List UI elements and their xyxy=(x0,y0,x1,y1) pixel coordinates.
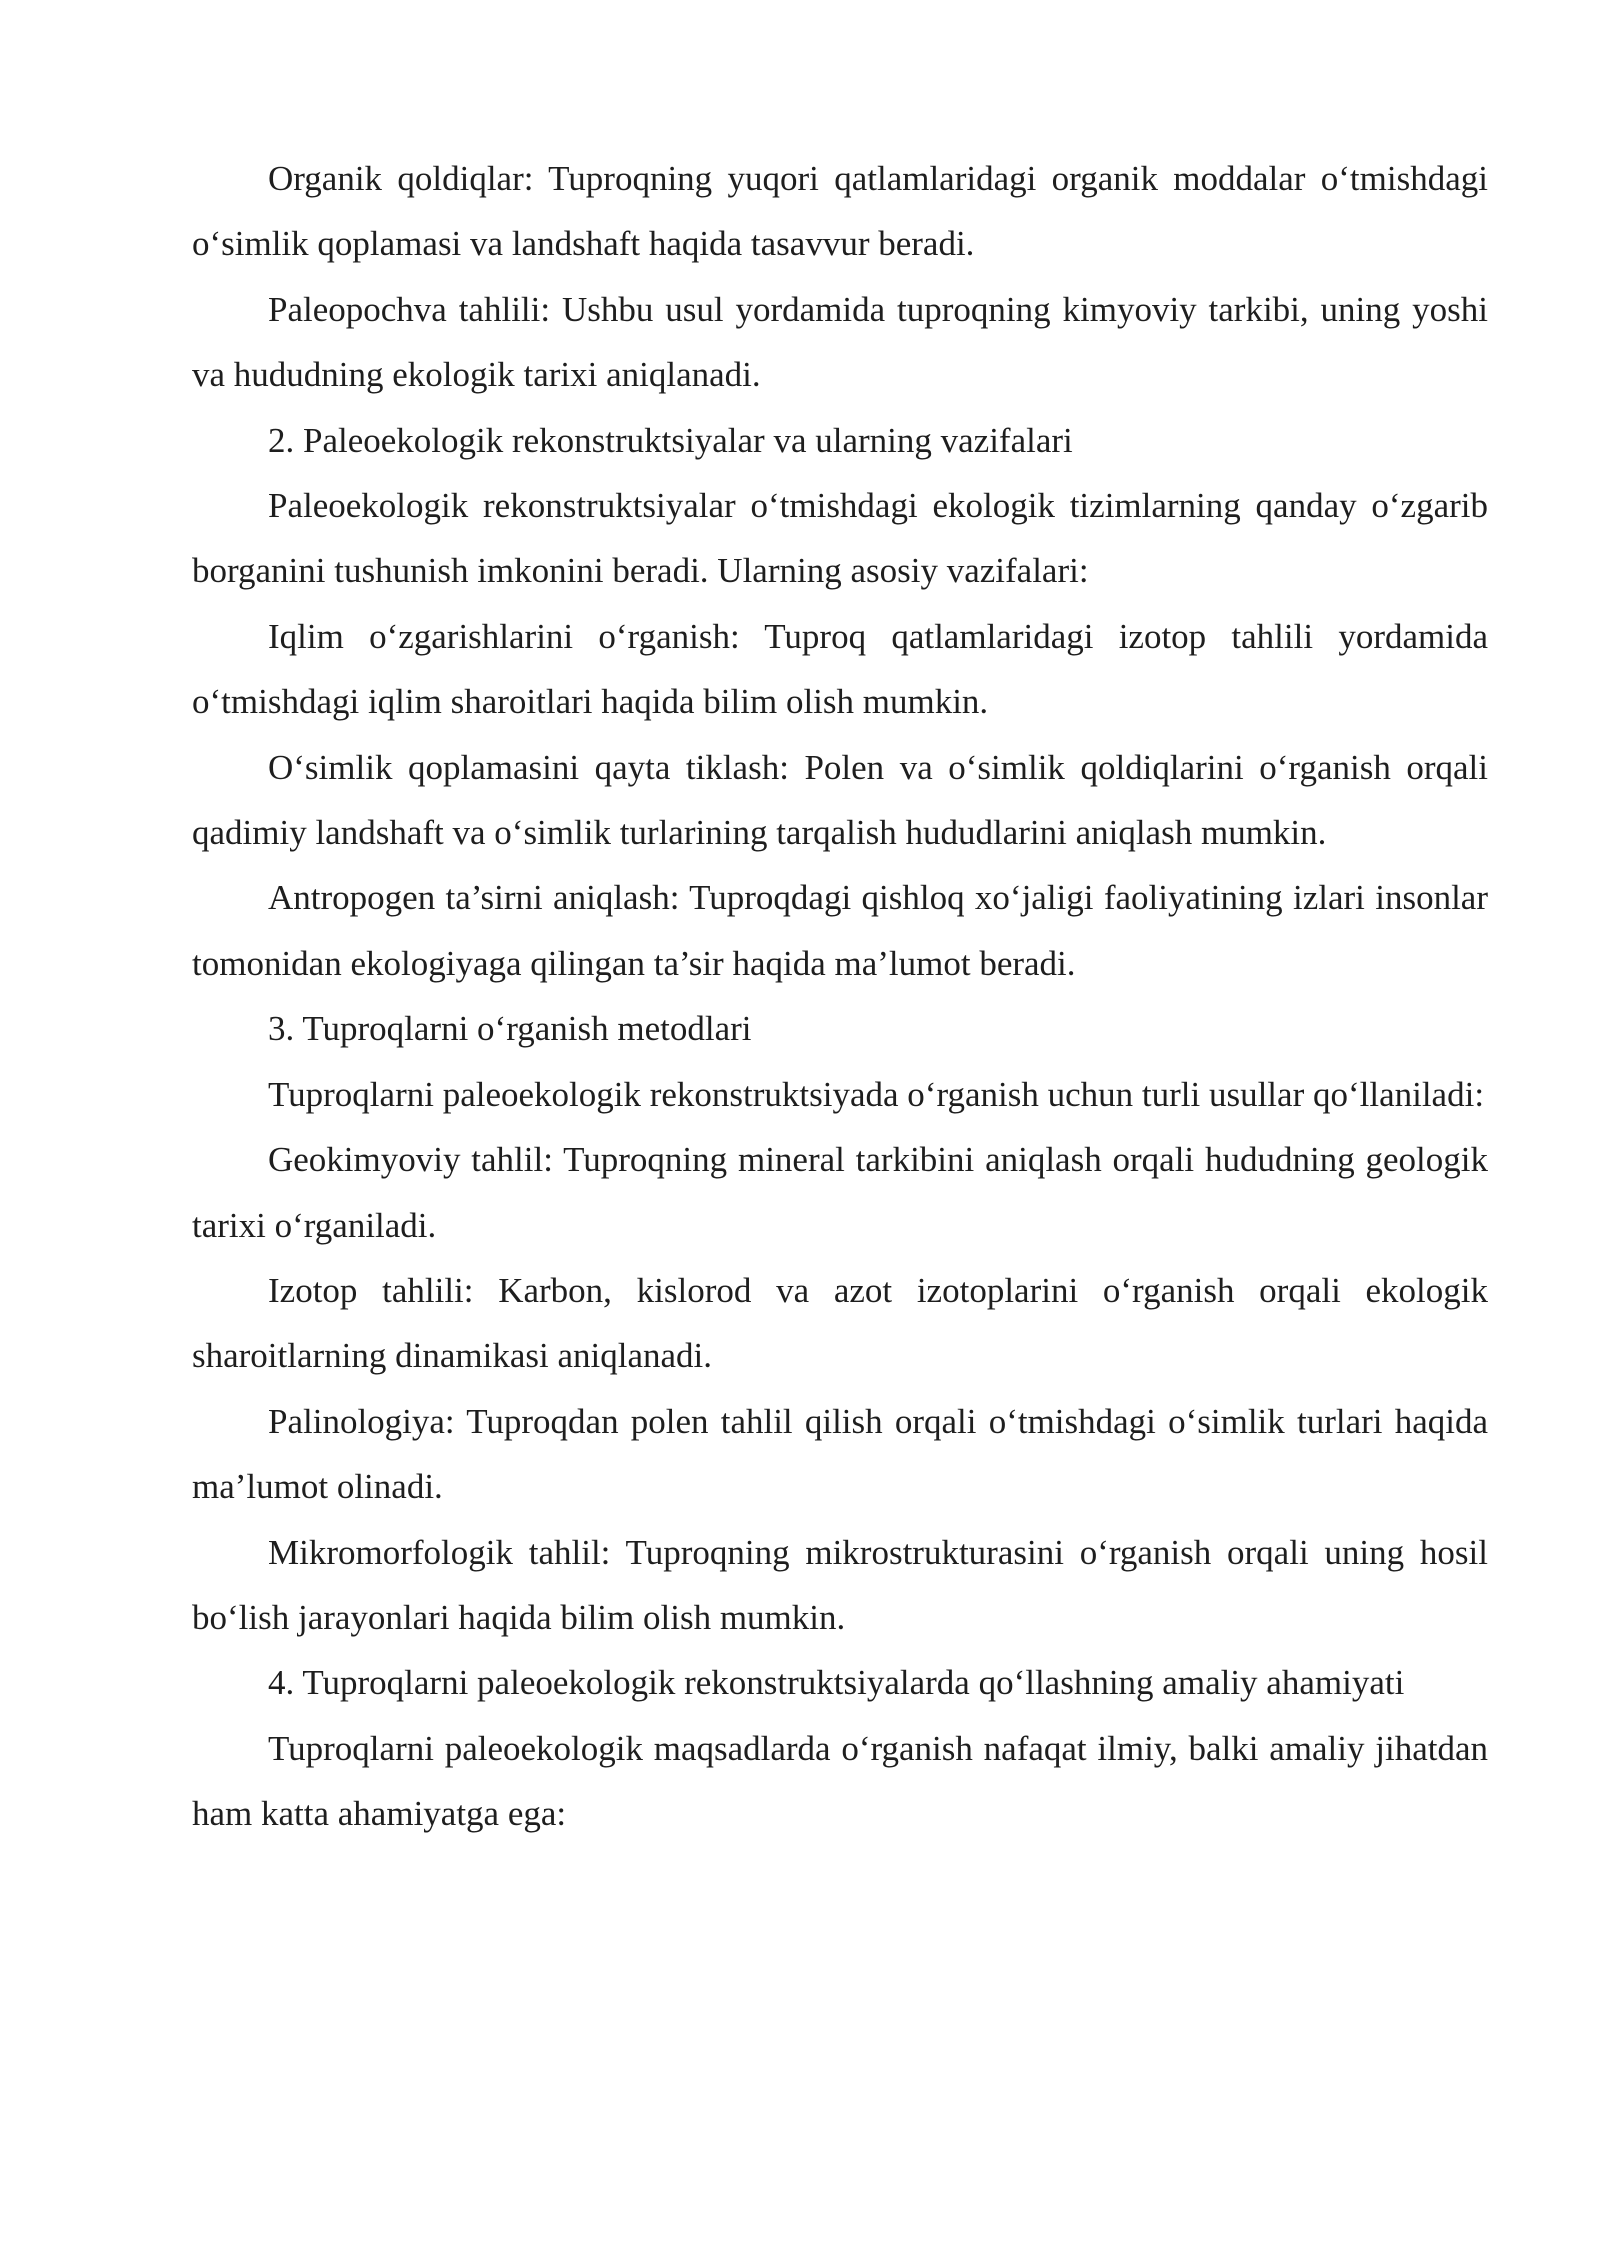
paragraph-osimlik-qoplamasi: O‘simlik qoplamasini qayta tiklash: Polen va o‘simlik qoldiqlarini o‘rganish orqali qadimiy landshaft va o‘simlik turlarining tarqalish hududlarini aniqlash mumkin. xyxy=(192,747,1488,853)
paragraph-geokimyoviy-tahlil: Geokimyoviy tahlil: Tuproqning mineral tarkibini aniqlash orqali hududning geologik tarixi o‘rganiladi. xyxy=(192,1140,1488,1245)
section-heading-2: 2. Paleoekologik rekonstruktsiyalar va ularning vazifalari xyxy=(268,420,1073,460)
paragraph-paleopochva-tahlili: Paleopochva tahlili: Ushbu usul yordamida tuproqning kimyoviy tarkibi, uning yoshi va hududning ekologik tarixi aniqlanadi. xyxy=(192,289,1488,395)
paragraph-mikromorfologik-tahlil: Mikromorfologik tahlil: Tuproqning mikrostrukturasini o‘rganish orqali uning hosil bo‘lish jarayonlari haqida bilim olish mumkin. xyxy=(192,1532,1488,1637)
paragraph-antropogen-tasir: Antropogen ta’sirni aniqlash: Tuproqdagi qishloq xo‘jaligi faoliyatining izlari insonlar tomonidan ekologiyaga qilingan ta’sir haqida ma’lumot beradi. xyxy=(192,878,1488,983)
paragraph-organik-qoldiqlar: Organik qoldiqlar: Tuproqning yuqori qatlamlaridagi organik moddalar o‘tmishdagi o‘simlik qoplamasi va landshaft haqida tasavvur beradi. xyxy=(192,159,1488,264)
paragraph-izotop-tahlili: Izotop tahlili: Karbon, kislorod va azot izotoplarini o‘rganish orqali ekologik sharoitlarning dinamikasi aniqlanadi. xyxy=(192,1270,1488,1376)
section-heading-4: 4. Tuproqlarni paleoekologik rekonstruktsiyalarda qo‘llashning amaliy ahamiyati xyxy=(268,1663,1405,1703)
section-heading-3: 3. Tuproqlarni o‘rganish metodlari xyxy=(268,1009,752,1049)
paragraph-amaliy-ahamiyat-intro: Tuproqlarni paleoekologik maqsadlarda o‘rganish nafaqat ilmiy, balki amaliy jihatdan ham katta ahamiyatga ega: xyxy=(192,1728,1488,1834)
document-body xyxy=(192,146,1488,1847)
paragraph-rekonstruktsiyalar-intro: Paleoekologik rekonstruktsiyalar o‘tmishdagi ekologik tizimlarning qanday o‘zgarib borganini tushunish imkonini beradi. Ularning asosiy vazifalari: xyxy=(192,486,1488,591)
paragraph-palinologiya: Palinologiya: Tuproqdan polen tahlil qilish orqali o‘tmishdagi o‘simlik turlari haqida ma’lumot olinadi. xyxy=(192,1401,1488,1507)
paragraph-iqlim-ozgarishlari: Iqlim o‘zgarishlarini o‘rganish: Tuproq qatlamlaridagi izotop tahlili yordamida o‘tmishdagi iqlim sharoitlari haqida bilim olish mumkin. xyxy=(192,616,1488,722)
paragraph-metodlar-intro: Tuproqlarni paleoekologik rekonstruktsiyada o‘rganish uchun turli usullar qo‘llaniladi: xyxy=(268,1074,1485,1114)
